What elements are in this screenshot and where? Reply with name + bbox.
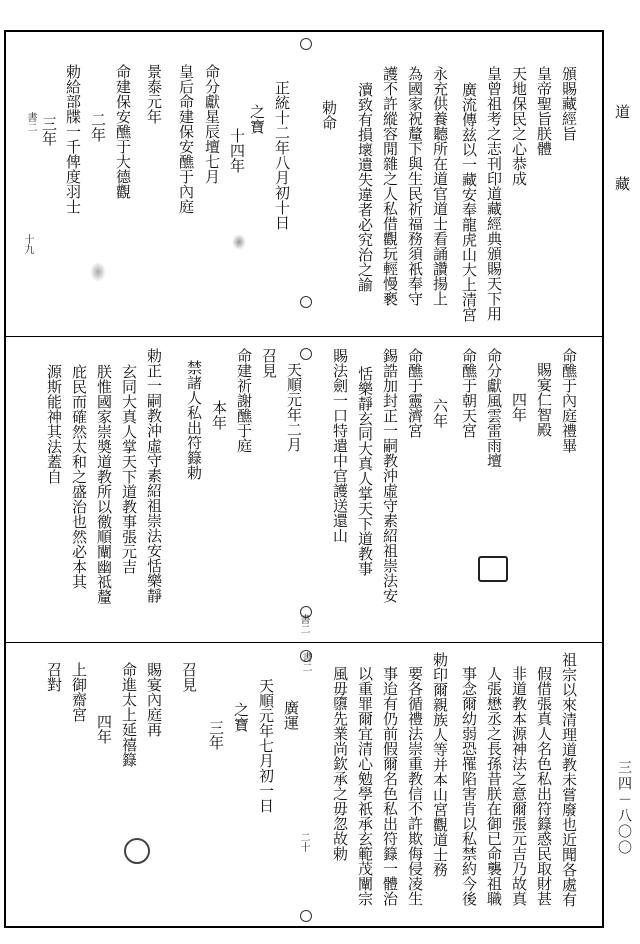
seal-mark [124, 838, 150, 864]
text-column: 要各循禮法崇重教信不許欺侮侵凌生 [406, 666, 424, 906]
text-column: 賜法劍一口特遣中官護送還山 [331, 348, 349, 543]
binding-hole [300, 348, 312, 360]
binding-hole [300, 38, 312, 50]
text-column: 召見 [180, 662, 198, 692]
seal-mark [478, 556, 508, 582]
text-column: 天順元年二月 [285, 362, 303, 452]
text-column: 四年 [510, 392, 528, 422]
text-column: 頒賜藏經旨 [560, 66, 578, 141]
text-column: 召對 [45, 662, 63, 692]
text-column: 天順元年七月初一日 [257, 678, 275, 813]
text-column: 以重罪爾宜清心勉學祇承玄範茂闡宗 [356, 666, 374, 906]
text-column: 之寶 [248, 104, 266, 134]
text-column: 命醮于朝天宮 [460, 348, 478, 438]
text-column: 命分獻星辰壇七月 [203, 64, 221, 184]
text-column: 祖宗以來清理道教未嘗廢也近聞各處有 [560, 652, 578, 907]
binding-hole [300, 910, 312, 922]
text-column: 上御齋宮 [70, 662, 88, 722]
text-column: 廣運 [282, 700, 300, 730]
text-column: 事迨有仍前假爾名色私出符籙一體治 [381, 666, 399, 906]
block-note: 書二 [300, 652, 311, 672]
text-column: 十四年 [228, 128, 246, 173]
text-column: 護不許縱容閒雜之人私借觀玩輕慢褻 [381, 66, 399, 306]
text-column: 勅命 [320, 100, 338, 130]
text-column: 命建祈謝醮于庭 [235, 348, 253, 453]
block-note: 書二 [298, 614, 309, 634]
margin-title: 道 [613, 104, 631, 119]
text-column: 賜宴內庭再 [145, 662, 163, 737]
margin-subtitle: 藏 [613, 176, 631, 191]
text-column: 人張懋丞之長孫昔朕在御已命襲祖職 [485, 666, 503, 906]
text-column: 皇帝聖旨朕體 [535, 66, 553, 156]
text-column: 二年 [89, 112, 107, 142]
text-column: 命醮于靈濟宮 [406, 348, 424, 438]
text-column: 本年 [210, 400, 228, 430]
section-divider-2 [6, 642, 602, 643]
text-column: 風毋隳先業尚欽承之毋忽故勅 [331, 666, 349, 861]
block-note: 書二 [25, 112, 36, 132]
text-column: 之寶 [232, 702, 250, 732]
block-note: 二十 [298, 832, 309, 852]
text-column: 玄同大真人掌天下道教事張元吉 [120, 364, 138, 574]
text-column: 朕惟國家崇奬道教所以徼順闡幽祗釐 [95, 364, 113, 604]
text-column: 正統十二年八月初十日 [273, 80, 291, 230]
text-column: 勅印爾親族人等并本山宮觀道士務 [431, 652, 449, 877]
text-column: 命進太上延禧籙 [120, 662, 138, 767]
text-column: 天地保民之心恭成 [510, 66, 528, 186]
text-column: 廣流傳兹以一藏安奉龍虎山大上清宮 [460, 82, 478, 322]
text-column: 永充供養聽所在道官道士看誦讚揚上 [431, 66, 449, 306]
text-column: 景泰元年 [145, 64, 163, 124]
text-column: 皇后命建保安醮于內庭 [177, 64, 195, 214]
text-column: 錫誥加封正一嗣教沖虛守素紹祖崇法安 [381, 348, 399, 603]
text-column: 命建保安醮于大德觀 [114, 64, 132, 199]
section-divider-1 [6, 336, 602, 337]
text-column: 勅正一嗣教沖虛守素紹祖崇法安恬樂靜 [145, 348, 163, 603]
text-column: 庇民而確然太和之盛治也然必本其 [70, 364, 88, 589]
text-column: 非道教本源神法之意爾張元吉乃故真 [510, 666, 528, 906]
text-column: 三年 [207, 720, 225, 750]
ink-smudge [90, 262, 106, 282]
text-column: 事念爾幼弱恐罹陷害肯以私禁約今後 [460, 666, 478, 906]
text-column: 召見 [260, 348, 278, 378]
text-column: 賜宴仁智殿 [535, 362, 553, 437]
text-column: 六年 [431, 398, 449, 428]
text-column: 瀆致有損壞遺失違者必究治之諭 [356, 82, 374, 292]
text-column: 源斯能神其法蓋自 [45, 364, 63, 484]
text-column: 恬樂靜玄同大真人掌天下道教事 [356, 366, 374, 576]
text-column: 勅給部牒一千俾度羽士 [64, 64, 82, 214]
binding-hole [300, 296, 312, 308]
text-column: 假借張真人名色私出符籙惑民取財甚 [535, 666, 553, 906]
text-column: 禁諸人私出符籙勅 [185, 360, 203, 480]
text-column: 為國家祝釐下與生民祈福務須祇奉守 [406, 66, 424, 306]
text-column: 皇曾祖考之志刊印道藏經典頒賜天下用 [485, 66, 503, 321]
block-note: 十九 [22, 234, 33, 254]
text-column: 四年 [95, 714, 113, 744]
folio-number: 三四－八〇〇 [616, 760, 632, 856]
ink-smudge [232, 234, 246, 250]
text-column: 命分獻風雲雷雨壇 [485, 348, 503, 468]
text-column: 三年 [40, 116, 58, 146]
text-column: 命醮于內庭禮畢 [560, 348, 578, 453]
